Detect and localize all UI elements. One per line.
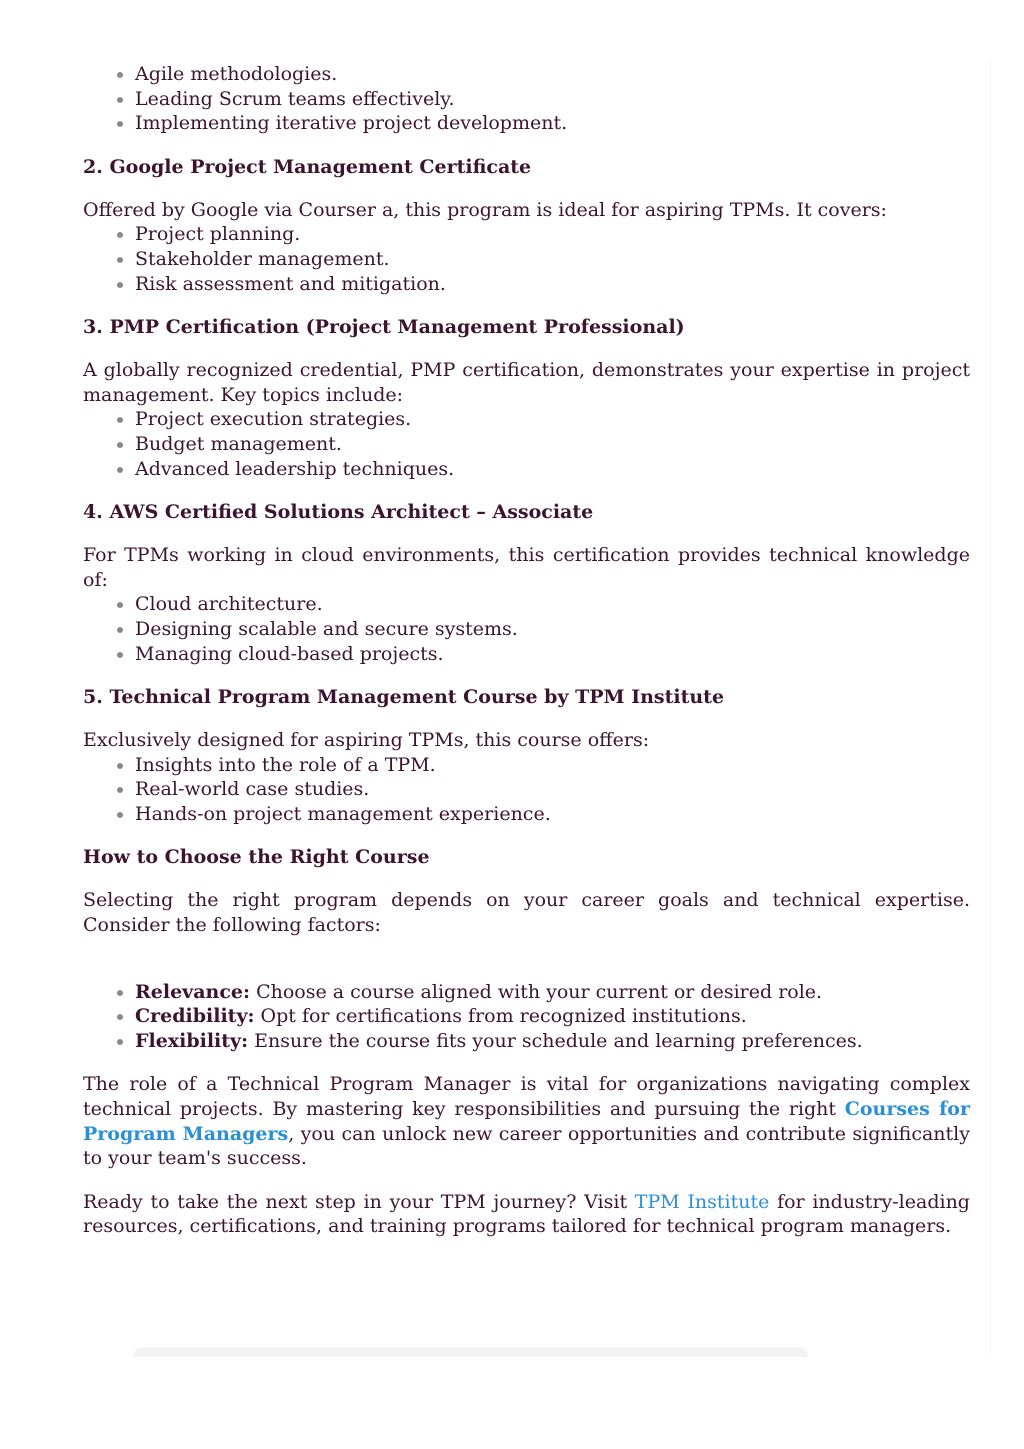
list-item: Agile methodologies. [135,62,970,87]
section-list-google [83,222,970,296]
factor-text: Choose a course aligned with your current or desired role. [250,980,823,1003]
list-item: Stakeholder management. [135,247,970,272]
list-item [135,980,970,1005]
list-item: Implementing iterative project development. [135,111,970,136]
conclusion-text: The role of a Technical Program Manager is vital for organizations navigating complex technical projects. By mastering key responsibilities and pursuing the right [83,1073,970,1121]
list-item: Hands-on project management experience. [135,802,970,827]
list-item: Leading Scrum teams effectively. [135,87,970,112]
list-item: Project execution strategies. [135,407,970,432]
factor-text: Opt for certifications from recognized institutions. [254,1005,747,1028]
list-item: Insights into the role of a TPM. [135,753,970,778]
bottom-card-edge [133,1347,808,1357]
section-text-tpm-course: Exclusively designed for aspiring TPMs, this course offers: [83,729,650,752]
cta-text: for industry-leading resources, certifications, and training programs tailored for technical program managers. [83,1190,970,1238]
conclusion-text: , you can unlock new career opportunities and contribute significantly to your team's success. [83,1122,970,1170]
section-list-tpm-course [83,753,970,827]
section-heading-tpm-course: 5. Technical Program Management Course by TPM Institute [83,686,725,709]
tpm-institute-link[interactable]: TPM Institute [634,1190,770,1213]
list-item: Real-world case studies. [135,777,970,802]
section-heading-aws: 4. AWS Certified Solutions Architect – Associate [83,501,594,524]
intro-bullet-list [83,62,970,136]
factor-label: Flexibility: [135,1029,249,1052]
section-text-google: Offered by Google via Courser a, this program is ideal for aspiring TPMs. It covers: [83,198,887,221]
list-item: Advanced leadership techniques. [135,457,970,482]
list-item [135,1004,970,1029]
factor-label: Credibility: [135,1005,255,1028]
courses-for-program-managers-link[interactable]: Courses for Program Managers [83,1098,970,1145]
list-item: Budget management. [135,432,970,457]
section-text-choose: Selecting the right program depends on your career goals and technical expertise. Consider the following factors: [83,889,970,937]
list-item [135,1029,970,1054]
factor-label: Relevance: [135,980,251,1003]
section-text-aws: For TPMs working in cloud environments, this certification provides technical knowledge of: [83,544,970,591]
factor-text: Ensure the course fits your schedule and learning preferences. [248,1029,863,1052]
list-item: Cloud architecture. [135,592,970,617]
article-content [83,62,970,1239]
list-item: Project planning. [135,222,970,247]
list-item: Risk assessment and mitigation. [135,272,970,297]
list-item: Designing scalable and secure systems. [135,617,970,642]
spacer [83,938,970,980]
factors-list [83,980,970,1054]
section-heading-choose: How to Choose the Right Course [83,846,430,869]
section-list-pmp [83,407,970,481]
conclusion-paragraph [83,1072,970,1170]
section-heading-pmp: 3. PMP Certification (Project Management Professional) [83,316,685,339]
section-list-aws [83,592,970,666]
right-edge-divider [990,60,991,1355]
section-text-pmp: A globally recognized credential, PMP certification, demonstrates your expertise in project management. Key topics include: [83,359,970,406]
cta-paragraph [83,1190,970,1239]
list-item: Managing cloud-based projects. [135,642,970,667]
cta-text: Ready to take the next step in your TPM journey? Visit [83,1190,635,1213]
section-heading-google: 2. Google Project Management Certificate [83,155,532,178]
